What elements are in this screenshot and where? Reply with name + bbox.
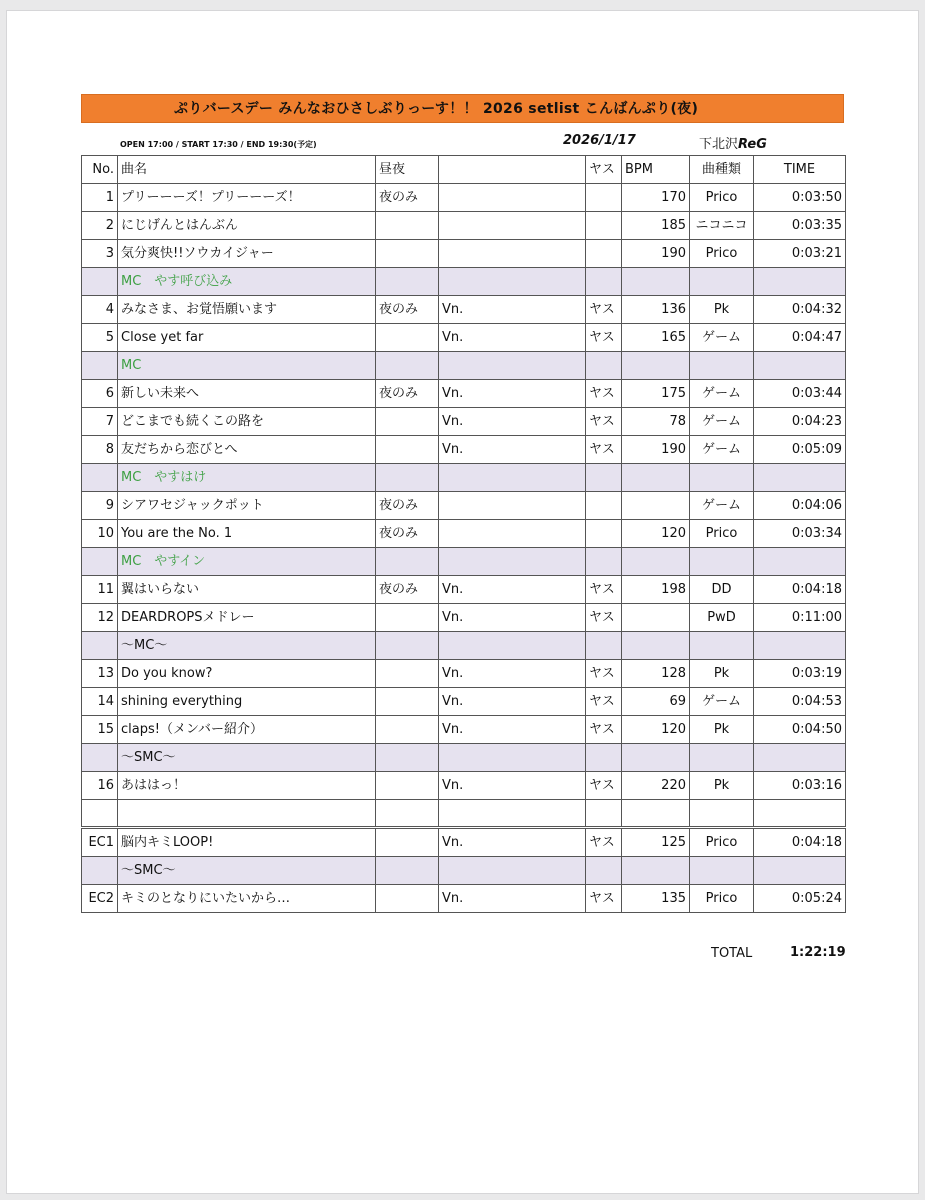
yasu-flag: ヤス [586,604,622,632]
duration: 0:04:18 [754,576,846,604]
row-number: 10 [82,520,118,548]
day-night [376,800,439,828]
bpm [622,632,690,660]
bpm: 220 [622,772,690,800]
genre [690,352,754,380]
bpm: 190 [622,240,690,268]
genre: ゲーム [690,380,754,408]
bpm [622,548,690,576]
bpm [622,352,690,380]
yasu-flag: ヤス [586,380,622,408]
day-night [376,884,439,912]
yasu-flag: ヤス [586,827,622,856]
song-title: 新しい未来へ [118,380,376,408]
bpm: 198 [622,576,690,604]
day-night: 夜のみ [376,520,439,548]
duration [754,268,846,296]
instrument [439,240,586,268]
row-number: EC1 [82,827,118,856]
row-number [82,268,118,296]
yasu-flag: ヤス [586,296,622,324]
duration: 0:11:00 [754,604,846,632]
song-row [82,212,846,240]
row-number [82,800,118,828]
row-number [82,856,118,884]
day-night [376,660,439,688]
day-night [376,856,439,884]
day-night: 夜のみ [376,184,439,212]
song-title: 〜MC〜 [118,632,376,660]
day-night [376,548,439,576]
setlist-body [82,156,846,913]
genre [690,268,754,296]
row-number: EC2 [82,884,118,912]
venue-name: ReG [738,137,767,152]
row-number: 8 [82,436,118,464]
duration: 0:03:21 [754,240,846,268]
genre: Prico [690,827,754,856]
duration: 0:04:47 [754,324,846,352]
instrument: Vn. [439,408,586,436]
genre: Prico [690,184,754,212]
song-row [82,827,846,856]
genre [690,632,754,660]
row-number: 5 [82,324,118,352]
row-number [82,744,118,772]
duration: 0:03:44 [754,380,846,408]
bpm [622,464,690,492]
song-title: 気分爽快!!ソウカイジャー [118,240,376,268]
row-number: 3 [82,240,118,268]
song-title: shining everything [118,688,376,716]
day-night [376,324,439,352]
header-row [82,156,846,184]
instrument: Vn. [439,772,586,800]
header-bpm: BPM [622,156,690,184]
song-title: claps!（メンバー紹介） [118,716,376,744]
instrument: Vn. [439,380,586,408]
mc-row [82,548,846,576]
instrument [439,212,586,240]
row-number: 6 [82,380,118,408]
day-night: 夜のみ [376,576,439,604]
instrument: Vn. [439,884,586,912]
row-number: 2 [82,212,118,240]
header-yasu: ヤス [586,156,622,184]
bpm: 185 [622,212,690,240]
genre [690,800,754,828]
duration [754,548,846,576]
duration: 0:04:32 [754,296,846,324]
genre: PwD [690,604,754,632]
header-time: TIME [754,156,846,184]
song-title: You are the No. 1 [118,520,376,548]
song-title: 脳内キミLOOP! [118,827,376,856]
yasu-flag: ヤス [586,436,622,464]
song-title: 翼はいらない [118,576,376,604]
instrument [439,268,586,296]
yasu-flag [586,492,622,520]
setlist-title: ぷりバースデー みんなおひさしぶりっーす！！ 2026 setlist こんばんぷり(夜) [81,94,844,123]
instrument: Vn. [439,688,586,716]
instrument [439,632,586,660]
duration: 0:04:06 [754,492,846,520]
bpm: 135 [622,884,690,912]
song-title: あははっ！ [118,772,376,800]
genre [690,744,754,772]
row-number: 7 [82,408,118,436]
song-title: Close yet far [118,324,376,352]
day-night: 夜のみ [376,492,439,520]
bpm: 69 [622,688,690,716]
row-number: 4 [82,296,118,324]
song-row [82,604,846,632]
spacer-row [82,800,846,828]
duration [754,856,846,884]
row-number [82,632,118,660]
bpm: 128 [622,660,690,688]
song-title: 〜SMC〜 [118,744,376,772]
bpm [622,800,690,828]
row-number: 15 [82,716,118,744]
song-row [82,240,846,268]
song-title: MC [118,352,376,380]
duration: 0:03:35 [754,212,846,240]
total-label: TOTAL [711,946,753,961]
mc-row [82,744,846,772]
header-daynight: 昼夜 [376,156,439,184]
day-night [376,716,439,744]
venue [699,133,767,152]
genre: Pk [690,772,754,800]
song-title [118,800,376,828]
yasu-flag [586,800,622,828]
song-row [82,408,846,436]
row-number [82,464,118,492]
bpm: 120 [622,520,690,548]
yasu-flag [586,352,622,380]
yasu-flag: ヤス [586,772,622,800]
bpm: 170 [622,184,690,212]
song-row [82,324,846,352]
song-title: MC やすはけ [118,464,376,492]
bpm [622,856,690,884]
instrument: Vn. [439,827,586,856]
bpm: 120 [622,716,690,744]
instrument: Vn. [439,604,586,632]
genre: ゲーム [690,324,754,352]
event-date: 2026/1/17 [563,133,636,148]
yasu-flag: ヤス [586,688,622,716]
song-row [82,436,846,464]
mc-row [82,632,846,660]
duration: 0:05:24 [754,884,846,912]
yasu-flag [586,240,622,268]
song-title: どこまでも続くこの路を [118,408,376,436]
day-night [376,604,439,632]
instrument [439,352,586,380]
header-song: 曲名 [118,156,376,184]
duration: 0:05:09 [754,436,846,464]
genre: ゲーム [690,408,754,436]
instrument: Vn. [439,436,586,464]
yasu-flag: ヤス [586,884,622,912]
song-title: MC やす呼び込み [118,268,376,296]
song-row [82,716,846,744]
song-row [82,520,846,548]
duration [754,800,846,828]
duration: 0:04:50 [754,716,846,744]
yasu-flag [586,184,622,212]
day-night: 夜のみ [376,296,439,324]
row-number [82,352,118,380]
duration: 0:04:23 [754,408,846,436]
day-night [376,464,439,492]
yasu-flag [586,744,622,772]
day-night [376,268,439,296]
song-title: DEARDROPSメドレー [118,604,376,632]
bpm [622,744,690,772]
instrument [439,492,586,520]
instrument [439,800,586,828]
mc-row [82,464,846,492]
duration [754,744,846,772]
yasu-flag [586,268,622,296]
duration: 0:03:19 [754,660,846,688]
yasu-flag [586,856,622,884]
total-value: 1:22:19 [790,945,846,960]
yasu-flag [586,212,622,240]
venue-prefix: 下北沢 [699,137,739,152]
song-title: Do you know? [118,660,376,688]
song-row [82,296,846,324]
setlist-table [81,155,846,913]
duration: 0:03:50 [754,184,846,212]
instrument: Vn. [439,716,586,744]
yasu-flag: ヤス [586,324,622,352]
day-night [376,436,439,464]
bpm [622,492,690,520]
genre: ゲーム [690,688,754,716]
row-number: 16 [82,772,118,800]
genre: DD [690,576,754,604]
duration [754,352,846,380]
day-night [376,408,439,436]
yasu-flag [586,520,622,548]
instrument [439,520,586,548]
header-instrument [439,156,586,184]
genre [690,464,754,492]
genre: Pk [690,660,754,688]
day-night [376,827,439,856]
genre [690,548,754,576]
instrument [439,184,586,212]
row-number: 11 [82,576,118,604]
duration [754,464,846,492]
bpm [622,268,690,296]
genre: Prico [690,884,754,912]
song-title: にじげんとはんぶん [118,212,376,240]
instrument [439,856,586,884]
yasu-flag: ヤス [586,716,622,744]
day-night [376,632,439,660]
genre: Prico [690,520,754,548]
day-night [376,352,439,380]
day-night [376,744,439,772]
bpm: 175 [622,380,690,408]
instrument [439,464,586,492]
bpm: 78 [622,408,690,436]
song-title: MC やすイン [118,548,376,576]
row-number [82,548,118,576]
yasu-flag [586,464,622,492]
genre: Pk [690,296,754,324]
day-night [376,240,439,268]
genre: Pk [690,716,754,744]
open-start-end-times: OPEN 17:00 / START 17:30 / END 19:30(予定) [120,140,317,149]
instrument [439,548,586,576]
song-title: シアワセジャックポット [118,492,376,520]
mc-row [82,268,846,296]
day-night [376,212,439,240]
bpm [622,604,690,632]
yasu-flag: ヤス [586,660,622,688]
instrument [439,744,586,772]
header-genre: 曲種類 [690,156,754,184]
instrument: Vn. [439,576,586,604]
song-row [82,184,846,212]
song-title: みなさま、お覚悟願います [118,296,376,324]
mc-row [82,352,846,380]
genre [690,856,754,884]
instrument: Vn. [439,660,586,688]
bpm: 165 [622,324,690,352]
row-number: 12 [82,604,118,632]
yasu-flag: ヤス [586,576,622,604]
mc-row [82,856,846,884]
yasu-flag: ヤス [586,408,622,436]
song-row [82,884,846,912]
genre: ニコニコ [690,212,754,240]
duration: 0:03:16 [754,772,846,800]
song-row [82,492,846,520]
bpm: 190 [622,436,690,464]
duration [754,632,846,660]
yasu-flag [586,632,622,660]
instrument: Vn. [439,296,586,324]
row-number: 14 [82,688,118,716]
bpm: 136 [622,296,690,324]
duration: 0:03:34 [754,520,846,548]
song-title: 〜SMC〜 [118,856,376,884]
row-number: 9 [82,492,118,520]
yasu-flag [586,548,622,576]
duration: 0:04:53 [754,688,846,716]
genre: ゲーム [690,436,754,464]
day-night: 夜のみ [376,380,439,408]
song-row [82,576,846,604]
day-night [376,772,439,800]
row-number: 13 [82,660,118,688]
song-row [82,688,846,716]
song-title: 友だちから恋びとへ [118,436,376,464]
day-night [376,688,439,716]
duration: 0:04:18 [754,827,846,856]
song-row [82,660,846,688]
song-title: プリーーーズ！プリーーーズ！ [118,184,376,212]
song-title: キミのとなりにいたいから… [118,884,376,912]
genre: Prico [690,240,754,268]
row-number: 1 [82,184,118,212]
song-row [82,380,846,408]
header-no: No. [82,156,118,184]
bpm: 125 [622,827,690,856]
song-row [82,772,846,800]
instrument: Vn. [439,324,586,352]
genre: ゲーム [690,492,754,520]
